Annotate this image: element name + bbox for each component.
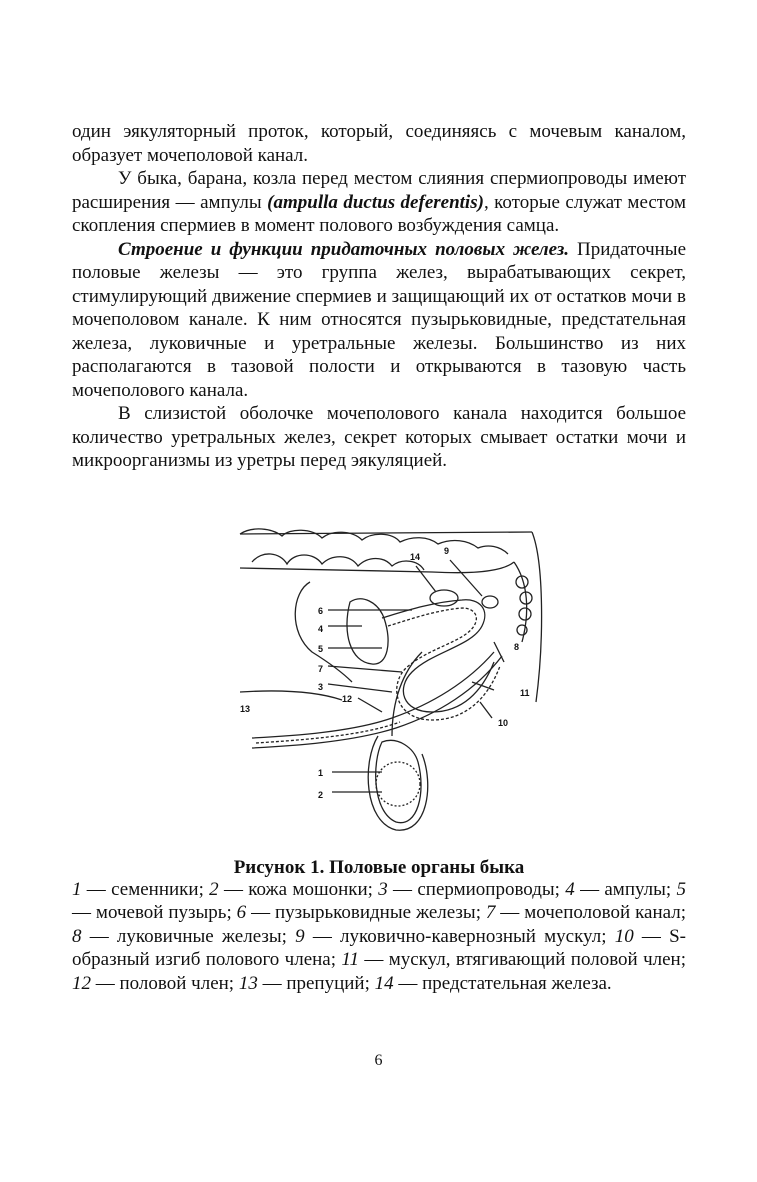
legend-number: 13 [238,972,258,994]
legend-number: 4 [565,879,575,900]
legend-text: — луковично-кавернозный мускул; [304,925,615,947]
legend-number: 6 [236,902,247,924]
legend-text: — мочевой пузырь; [72,902,237,924]
label-13: 13 [240,704,251,714]
label-5: 5 [318,644,324,654]
label-8: 8 [514,642,520,652]
legend-text: — половой член; [91,972,239,994]
legend-number: 7 [485,902,496,924]
paragraph-2-start: У быка, барана, козла перед местом слияния спермиопроводы имеют расширения — ампулы [72,168,686,213]
legend-text: — спермиопроводы; [387,879,566,900]
label-3: 3 [318,682,324,692]
legend-number: 12 [72,972,91,994]
label-6: 6 [318,606,324,616]
paragraph-2-end: , которые служат местом скопления спермиев в момент полового возбуждения самца. [72,191,686,236]
paragraph-4: В слизистой оболочке мочеполового канала находится большое количество уретральных желез, секрет которых смывает остатки мочи и микроорганизмы из уретры перед эякуляцией. [72,403,686,471]
label-7: 7 [318,664,324,674]
paragraph-1: один эякуляторный проток, который, соединяясь с мочевым каналом, образует мочеполовой канал. [72,121,686,166]
legend-number: 8 [72,925,82,947]
label-2: 2 [318,790,324,800]
label-11: 11 [520,688,530,698]
latin-term: (ampulla ductus deferentis) [267,191,484,213]
anatomy-diagram [232,522,550,854]
legend-number: 2 [209,879,219,900]
legend-text: — мускул, втягивающий половой член; [358,949,686,971]
legend-number: 3 [378,879,388,900]
label-12: 12 [342,694,353,704]
text-body [72,120,686,473]
legend-text: — S-образный изгиб полового члена; [72,925,686,971]
legend-text: — кожа мошонки; [218,879,379,900]
legend-number: 10 [614,925,634,947]
legend-text: — ампулы; [574,879,677,900]
legend-text: — мочеполовой канал; [495,902,686,924]
label-14: 14 [410,552,421,562]
page-number: 6 [374,1052,383,1069]
legend-text: — луковичные железы; [81,925,296,947]
figure-legend [72,878,686,995]
paragraph-3 [72,238,686,403]
legend-text: — предстательная железа. [393,972,612,994]
label-1: 1 [318,768,324,778]
paragraph-3-body: Придаточные половые железы — это группа желез, вырабатывающих секрет, стимулирующий движение спермиев и защищающий их от остатков мочи в мочеполовом канале. К ним относятся пузырьковидные, предстательная железа, луковичные и уретральные железы. Большинство из них располагаются в тазовой полости и открываются в тазовую часть мочеполового канала. [72,238,686,401]
legend-text: — семенники; [81,879,210,900]
section-heading: Строение и функции придаточных половых желез. [118,238,569,260]
legend-number: 1 [72,879,82,900]
label-10: 10 [498,718,509,728]
figure-caption: Рисунок 1. Половые органы быка [233,857,525,878]
legend-number: 11 [341,949,359,971]
legend-number: 5 [676,879,686,900]
legend-text: — пузырьковидные железы; [246,902,486,924]
legend-text: — препуций; [257,972,375,994]
label-9: 9 [444,546,450,556]
paragraph-2 [72,167,686,238]
legend-number: 14 [374,972,394,994]
legend-number: 9 [295,925,305,947]
label-4: 4 [318,624,324,634]
bull-reproductive-organs-figure [232,522,550,854]
